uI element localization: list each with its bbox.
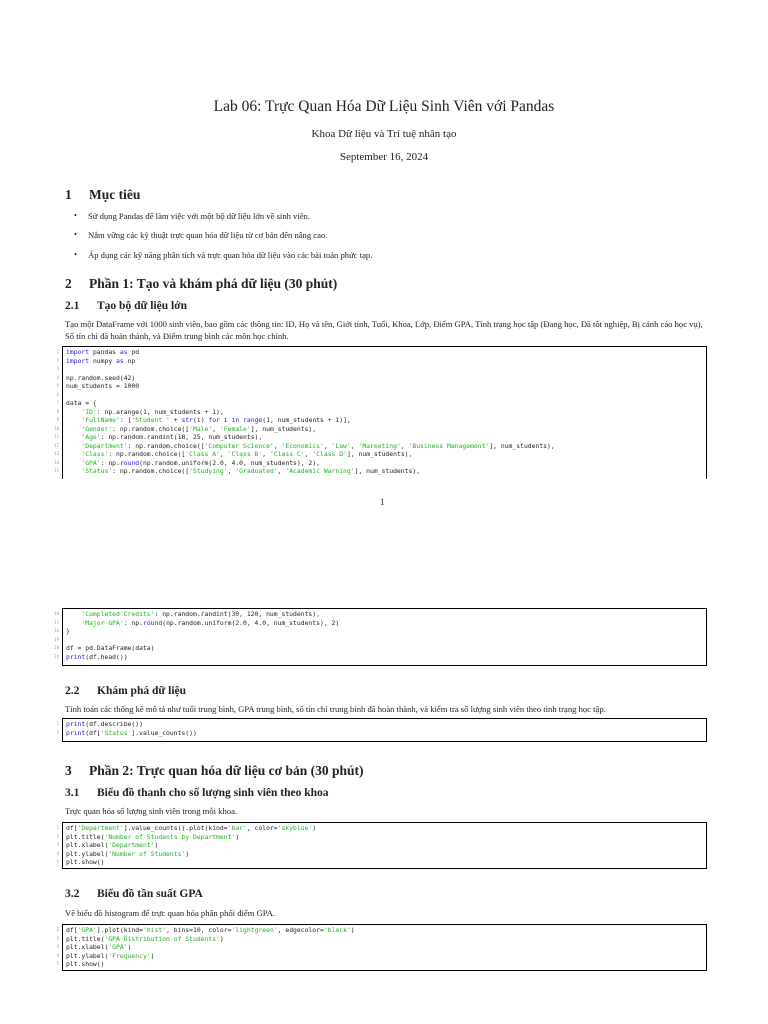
code-line: 3 plt.xlabel('GPA') — [56, 943, 132, 951]
bullet-icon: • — [74, 230, 77, 239]
code-block — [56, 822, 707, 869]
section-2-heading — [65, 276, 337, 292]
code-line: 15 'Status': np.random.choice(['Studying', 'Graduated', 'Academic Warning'], num_students), — [54, 467, 421, 475]
subsection-number: 3.2 — [65, 888, 80, 900]
section-number: 3 — [65, 763, 72, 778]
code-line: 1 print(df.describe()) — [56, 720, 143, 728]
subsection-title: Biểu đồ tần suất GPA — [97, 888, 203, 900]
code-line: 20 df = pd.DataFrame(data) — [54, 644, 155, 652]
section-3-heading — [65, 763, 364, 779]
code-line: 3 plt.xlabel('Department') — [56, 841, 159, 849]
code-line: 7 data = { — [56, 399, 97, 407]
subsection-title: Khám phá dữ liệu — [97, 685, 187, 697]
bullet-item — [74, 250, 373, 260]
code-line: 8 'ID': np.arange(1, num_students + 1), — [56, 407, 224, 416]
section-1-heading — [65, 187, 140, 203]
code-line: 1 df['Department'].value_counts().plot(kind='bar', color='skyblue') — [56, 824, 317, 832]
bullet-text: Áp dụng các kỹ năng phân tích và trực quan hóa dữ liệu vào các bài toán phức tạp. — [88, 250, 373, 260]
page-number: 1 — [380, 497, 385, 507]
code-line: 19 — [54, 636, 59, 642]
code-line: 13 'Class': np.random.choice(['Class A', 'Class B', 'Class C', 'Class D'], num_students), — [54, 450, 413, 458]
code-line: 10 'Gender': np.random.choice(['Male', 'Female'], num_students), — [54, 424, 317, 433]
section-number: 2 — [65, 276, 72, 291]
paragraph: Trực quan hóa số lượng sinh viên trong mỗi khoa. — [65, 806, 238, 816]
section-number: 1 — [65, 187, 72, 202]
code-block — [56, 718, 707, 742]
code-line: 11 'Age': np.random.randint(18, 25, num_students), — [54, 433, 263, 441]
code-block — [56, 924, 707, 971]
code-line: 17 'Major GPA': np.round(np.random.uniform(2.0, 4.0, num_students), 2) — [54, 618, 340, 627]
code-line: 16 'Completed Credits': np.random.randint(30, 120, num_students), — [54, 610, 320, 618]
subsection-title: Biểu đồ thanh cho số lượng sinh viên theo khoa — [97, 787, 329, 799]
paragraph: Tạo một DataFrame với 1000 sinh viên, bao gồm các thông tin: ID, Họ và tên, Giới tính, Tuổi, Khoa, Lớp, Điểm GPA, Tình trạng học tập (Đang học, Đã tốt nghiệp, Bị cảnh cáo học vụ), Số tín chỉ đã hoàn thành, và Điểm trung bình các môn học chính. — [65, 319, 703, 341]
paragraph: Vẽ biểu đồ histogram để trực quan hóa phân phối điểm GPA. — [65, 908, 276, 918]
document-author: Khoa Dữ liệu và Trí tuệ nhân tạo — [311, 128, 457, 140]
code-line: 5 num_students = 1000 — [56, 382, 140, 390]
code-block-continued — [54, 608, 707, 666]
code-line: 2 plt.title('GPA Distribution of Students') — [56, 934, 224, 943]
code-line: 2 print(df['Status'].value_counts()) — [56, 728, 197, 737]
code-line: 4 plt.ylabel('Frequency') — [56, 951, 155, 960]
document-title: Lab 06: Trực Quan Hóa Dữ Liệu Sinh Viên với Pandas — [213, 98, 555, 115]
code-line: 9 'FullName': ['Student ' + str(i) for i in range(1, num_students + 1)], — [56, 416, 351, 424]
bullet-icon: • — [74, 211, 77, 220]
code-line: 21 print(df.head()) — [54, 652, 128, 661]
subsection-2-2-heading — [65, 685, 186, 697]
paragraph: Tính toán các thống kê mô tả như tuổi trung bình, GPA trung bình, số tín chỉ trung bình đã hoàn thành, và kiểm tra số lượng sinh viên theo tình trạng học tập. — [65, 704, 606, 714]
subsection-title: Tạo bộ dữ liệu lớn — [97, 300, 187, 312]
code-line: 4 plt.ylabel('Number of Students') — [56, 849, 190, 858]
subsection-number: 2.1 — [65, 300, 80, 312]
code-line: 6 — [56, 391, 59, 397]
code-line: 1 df['GPA'].plot(kind='hist', bins=10, color='lightgreen', edgecolor='black') — [56, 926, 355, 934]
code-block — [54, 346, 707, 479]
subsection-number: 2.2 — [65, 685, 80, 697]
code-line: 2 plt.title('Number of Students by Department') — [56, 832, 240, 841]
code-line: 4 np.random.seed(42) — [56, 373, 136, 382]
code-line: 3 — [56, 366, 59, 371]
subsection-number: 3.1 — [65, 787, 80, 799]
bullet-item — [74, 211, 311, 221]
code-line: 5 plt.show() — [56, 858, 105, 866]
bullet-icon: • — [74, 250, 77, 259]
section-title: Phần 1: Tạo và khám phá dữ liệu (30 phút) — [89, 276, 338, 291]
bullet-text: Sử dụng Pandas để làm việc với một bộ dữ liệu lớn về sinh viên. — [88, 211, 311, 221]
section-title: Mục tiêu — [89, 187, 141, 202]
code-line: 2 import numpy as np — [56, 356, 136, 365]
subsection-3-2-heading — [65, 888, 203, 900]
subsection-3-1-heading — [65, 787, 329, 799]
code-line: 1 import pandas as pd — [56, 348, 140, 356]
bullet-text: Nắm vững các kỹ thuật trực quan hóa dữ liệu từ cơ bản đến nâng cao. — [88, 230, 328, 240]
code-line: 14 'GPA': np.round(np.random.uniform(2.0, 4.0, num_students), 2), — [54, 458, 320, 467]
code-line: 12 'Department': np.random.choice(['Computer Science', 'Economics', 'Law', 'Marketing', 'Business Management'], num_students), — [54, 441, 555, 450]
subsection-2-1-heading — [65, 300, 187, 312]
document-date: September 16, 2024 — [339, 151, 429, 163]
code-line: 5 plt.show() — [56, 960, 105, 968]
section-title: Phần 2: Trực quan hóa dữ liệu cơ bản (30 phút) — [89, 763, 364, 778]
bullet-item — [74, 230, 328, 240]
code-line: 18 } — [54, 627, 70, 635]
